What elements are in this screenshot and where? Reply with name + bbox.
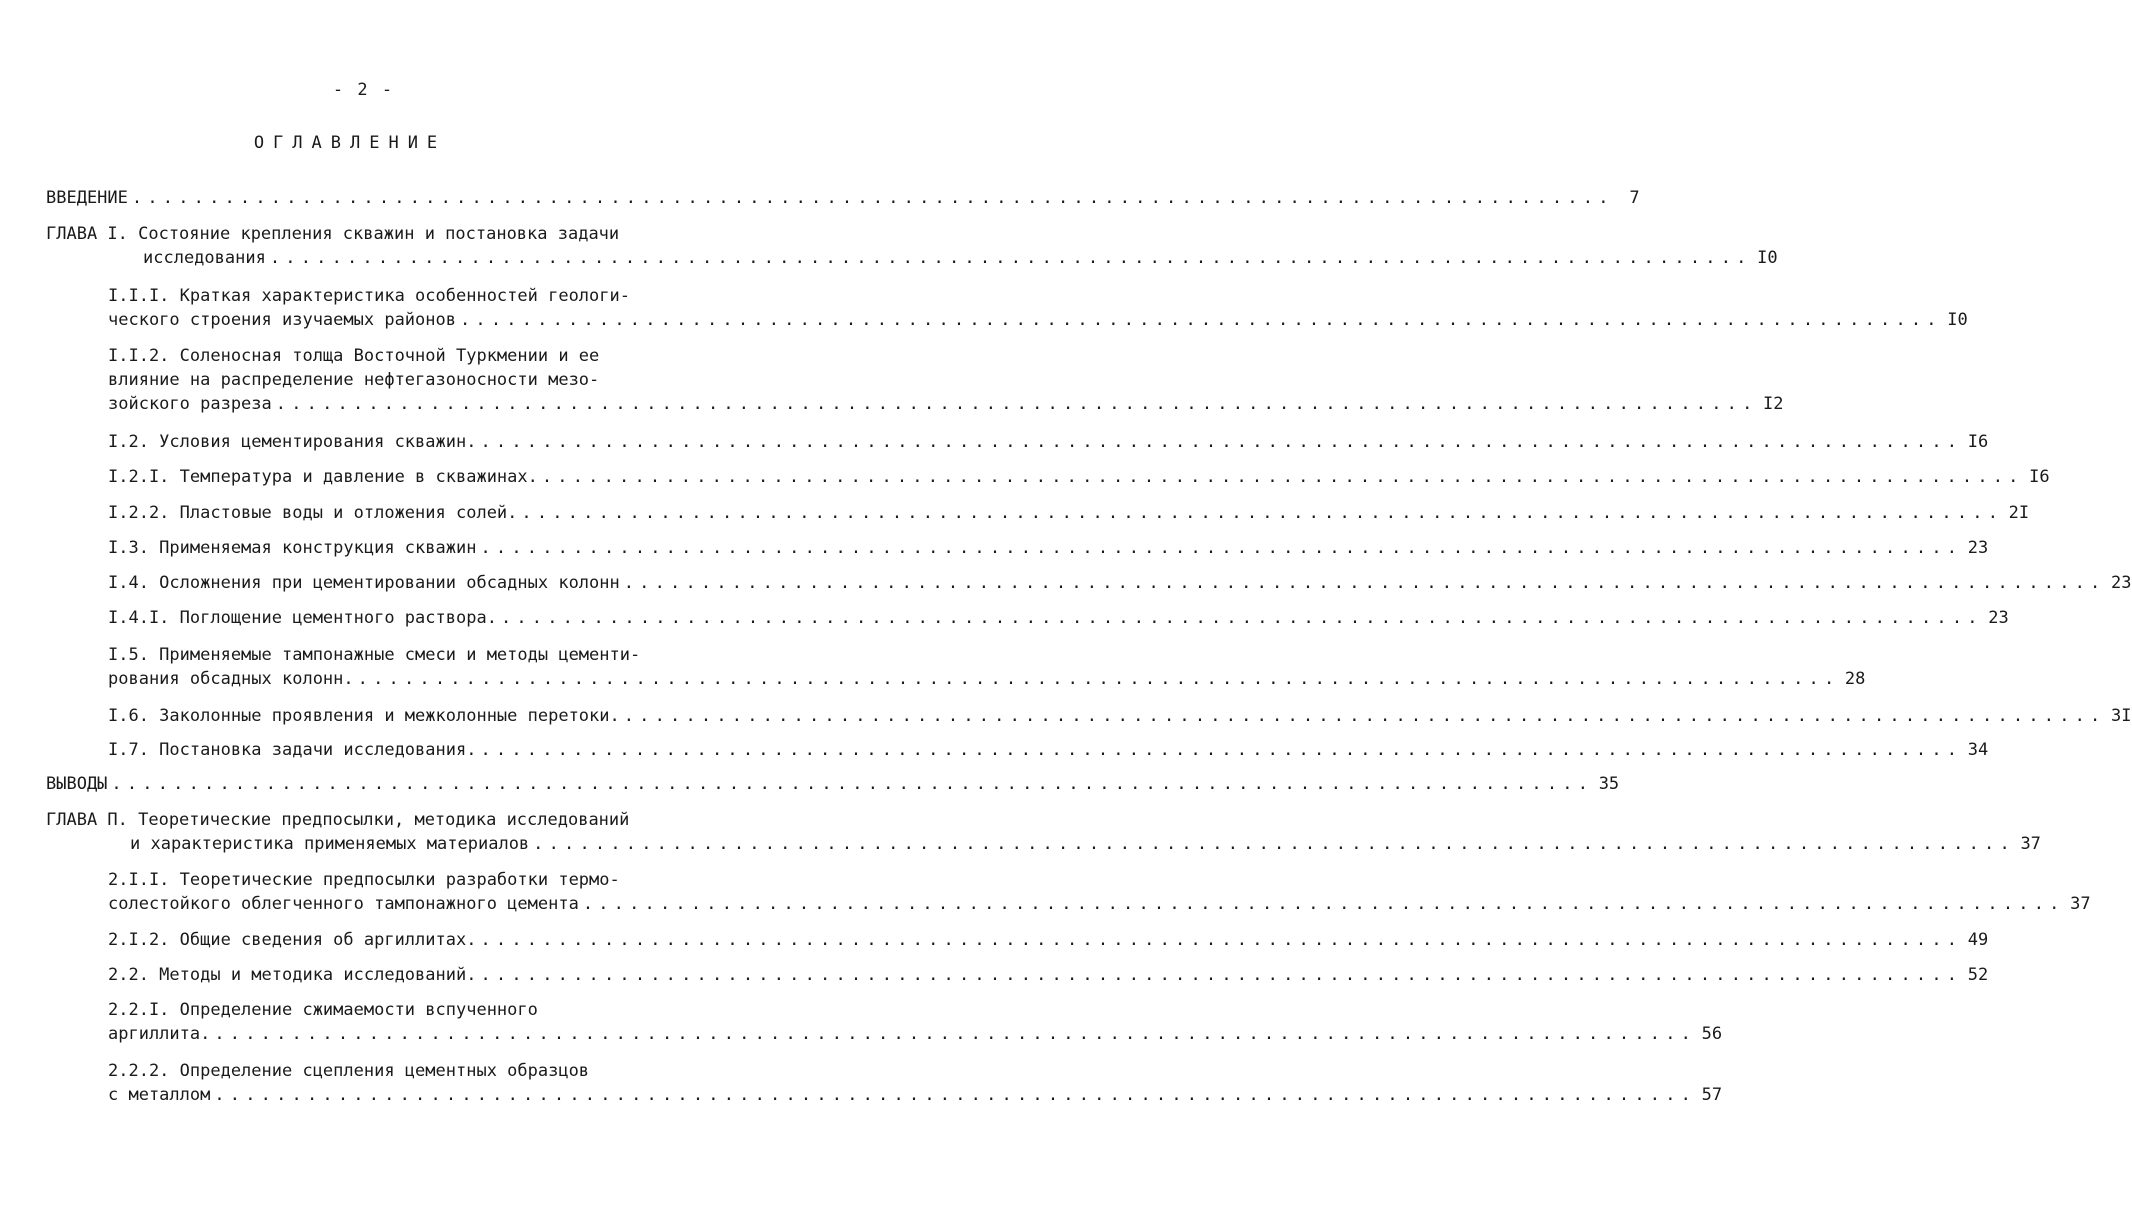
toc-entry-text: ческого строения изучаемых районов [108, 310, 456, 330]
toc-page-number: 37 [2020, 834, 2041, 854]
toc-page-number: I2 [1763, 394, 1784, 414]
toc-entry-text: I.I.I. Краткая характеристика особенностей геологи- [108, 286, 630, 306]
toc-page-number: 28 [1844, 669, 1866, 689]
toc-entry-text: 2.I.I. Теоретические предпосылки разработки термо- [108, 870, 620, 890]
toc-entry[interactable] [0, 998, 1723, 1046]
toc-page-number: I0 [1947, 310, 1968, 330]
toc-page-number: 23 [1988, 608, 2009, 628]
toc-entry[interactable] [0, 606, 2009, 630]
toc-entry-text: 2.2.2. Определение сцепления цементных образцов [108, 1061, 590, 1081]
toc-entry[interactable] [0, 704, 2132, 728]
toc-page-number: 23 [1967, 538, 1989, 558]
dot-leader: ................................................................................................ [460, 310, 1942, 330]
toc-entry[interactable] [0, 808, 2041, 856]
toc-entry[interactable] [0, 430, 1989, 454]
toc-entry-text: I.3. Применяемая конструкция скважин [108, 538, 477, 558]
toc-entry-text: ГЛАВА П. Теоретические предпосылки, методика исследований [46, 810, 630, 830]
toc-entry[interactable] [0, 928, 1989, 952]
toc-entry[interactable] [0, 571, 2132, 595]
toc-entry-text: рования обсадных колонн. [108, 669, 354, 689]
toc-entry[interactable] [0, 643, 1866, 691]
toc-entry[interactable] [0, 772, 1620, 796]
toc-entry-text: I.4.I. Поглощение цементного раствора. [108, 608, 497, 628]
toc-entry-text: влияние на распределение нефтегазоносности мезо- [108, 370, 600, 390]
toc-entry[interactable] [0, 284, 1968, 332]
toc-entry-text: зойского разреза [108, 394, 272, 414]
toc-page-number: 52 [1967, 965, 1989, 985]
toc-page-number: 3I [2111, 706, 2132, 726]
dot-leader: ................................................................................................ [214, 1085, 1697, 1105]
toc-entry[interactable] [0, 222, 1778, 270]
dot-leader: ................................................................................................ [480, 740, 1963, 760]
dot-leader: ................................................................................................ [275, 394, 1758, 414]
toc-entry-text: исследования [143, 248, 266, 268]
toc-entry[interactable] [0, 186, 1640, 210]
toc-entry[interactable] [0, 344, 1784, 416]
toc-entry[interactable] [0, 1059, 1723, 1107]
toc-entry[interactable] [0, 501, 2030, 525]
dot-leader: ................................................................................................ [623, 706, 2106, 726]
toc-entry[interactable] [0, 868, 2091, 916]
toc-entry[interactable] [0, 963, 1989, 987]
toc-entry-text: ВВЕДЕНИЕ [46, 188, 128, 208]
toc-entry-text: I.2. Условия цементирования скважин. [108, 432, 477, 452]
dot-leader: ................................................................................................ [480, 432, 1963, 452]
toc-entry-text: I.2.2. Пластовые воды и отложения солей. [108, 503, 518, 523]
dot-leader: ................................................................................................ [541, 467, 2024, 487]
toc-entry[interactable] [0, 536, 1989, 560]
toc-page-number: I0 [1757, 248, 1778, 268]
toc-entry-text: 2.2.I. Определение сжимаемости вспученного [108, 1000, 538, 1020]
page-title: ОГЛАВЛЕНИЕ [253, 133, 447, 153]
page-number: - 2 - [332, 80, 395, 100]
toc-page-number: 37 [2070, 894, 2091, 914]
toc-entry[interactable] [0, 465, 2050, 489]
dot-leader: ................................................................................................ [480, 930, 1963, 950]
toc-entry-text: аргиллита. [108, 1024, 211, 1044]
dot-leader: ................................................................................................ [131, 188, 1614, 208]
toc-entry-text: I.6. Заколонные проявления и межколонные перетоки. [108, 706, 620, 726]
toc-entry-text: солестойкого облегченного тампонажного цемента [108, 894, 579, 914]
dot-leader: ................................................................................................ [111, 774, 1594, 794]
dot-leader: ................................................................................................ [582, 894, 2065, 914]
toc-entry-text: и характеристика применяемых материалов [130, 834, 530, 854]
dot-leader: ................................................................................................ [533, 834, 2015, 854]
toc-page-number: 2I [2008, 503, 2030, 523]
toc-page-number: 35 [1598, 774, 1620, 794]
toc-entry[interactable] [0, 738, 1989, 762]
toc-entry-text: I.4. Осложнения при цементировании обсадных колонн [108, 573, 620, 593]
toc-entry-text: I.I.2. Соленосная толща Восточной Туркмении и ее [108, 346, 600, 366]
dot-leader: ................................................................................................ [623, 573, 2106, 593]
toc-page-number: 56 [1701, 1024, 1723, 1044]
toc-page-number: 7 [1629, 188, 1640, 208]
toc-entry-text: ГЛАВА I. Состояние крепления скважин и постановка задачи [46, 224, 620, 244]
dot-leader: ................................................................................................ [214, 1024, 1697, 1044]
toc-page-number: 23 [2111, 573, 2132, 593]
toc-entry-text: I.5. Применяемые тампонажные смеси и методы цементи- [108, 645, 641, 665]
toc-page-number: I6 [2029, 467, 2050, 487]
toc-entry-text: I.2.I. Температура и давление в скважинах. [108, 467, 538, 487]
toc-page-number: 49 [1967, 930, 1989, 950]
toc-page-number: 34 [1967, 740, 1989, 760]
dot-leader: ................................................................................................ [357, 669, 1840, 689]
dot-leader: ................................................................................................ [500, 608, 1983, 628]
toc-entry-text: 2.I.2. Общие сведения об аргиллитах. [108, 930, 477, 950]
toc-entry-text: ВЫВОДЫ [46, 774, 108, 794]
dot-leader: ................................................................................................ [269, 248, 1752, 268]
toc-page-number: 57 [1701, 1085, 1723, 1105]
toc-page-number: I6 [1967, 432, 1989, 452]
toc-entry-text: с металлом [108, 1085, 211, 1105]
dot-leader: ................................................................................................ [480, 965, 1963, 985]
dot-leader: ................................................................................................ [521, 503, 2004, 523]
toc-entry-text: 2.2. Методы и методика исследований. [108, 965, 477, 985]
toc-entry-text: I.7. Постановка задачи исследования. [108, 740, 477, 760]
dot-leader: ................................................................................................ [480, 538, 1963, 558]
